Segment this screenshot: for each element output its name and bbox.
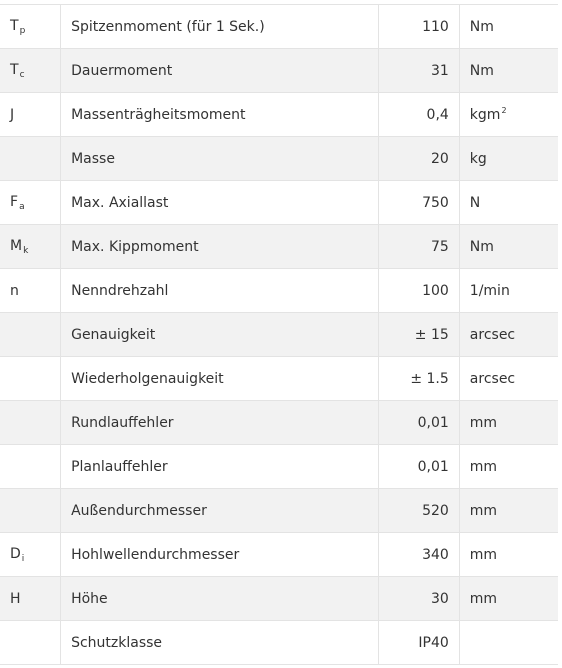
- parameter-name: Wiederholgenauigkeit: [61, 357, 379, 401]
- parameter-unit: Nm: [459, 225, 558, 269]
- table-row: [0, 401, 558, 445]
- symbol-cell: [0, 225, 61, 269]
- symbol-cell: [0, 93, 61, 137]
- parameter-value: 75: [378, 225, 459, 269]
- symbol-subscript: a: [19, 201, 25, 212]
- parameter-name: Genauigkeit: [61, 313, 379, 357]
- parameter-name: Massenträgheitsmoment: [61, 93, 379, 137]
- table-row: [0, 621, 558, 665]
- table-row: [0, 577, 558, 621]
- table-row: [0, 269, 558, 313]
- parameter-value: 31: [378, 49, 459, 93]
- symbol-subscript: i: [21, 553, 25, 564]
- parameter-unit: arcsec: [459, 357, 558, 401]
- parameter-name: Masse: [61, 137, 379, 181]
- parameter-value: 0,4: [378, 93, 459, 137]
- table-row: [0, 181, 558, 225]
- parameter-unit: kg: [459, 137, 558, 181]
- parameter-name: Außendurchmesser: [61, 489, 379, 533]
- symbol: D: [10, 545, 21, 562]
- symbol: F: [10, 193, 19, 210]
- table-row: [0, 489, 558, 533]
- parameter-unit-cell: [459, 93, 558, 137]
- parameter-unit: Nm: [459, 49, 558, 93]
- parameter-unit: arcsec: [459, 313, 558, 357]
- parameter-value: 20: [378, 137, 459, 181]
- parameter-unit: kgm: [469, 107, 501, 123]
- parameter-unit: 1/min: [459, 269, 558, 313]
- symbol: T: [10, 17, 19, 34]
- parameter-name: Spitzenmoment (für 1 Sek.): [61, 5, 379, 49]
- symbol-cell: [0, 313, 61, 357]
- parameter-unit: Nm: [459, 5, 558, 49]
- parameter-name: Planlauffehler: [61, 445, 379, 489]
- parameter-name: Rundlauffehler: [61, 401, 379, 445]
- parameter-name: Max. Kippmoment: [61, 225, 379, 269]
- parameter-unit: mm: [459, 401, 558, 445]
- parameter-name: Max. Axiallast: [61, 181, 379, 225]
- symbol-cell: [0, 49, 61, 93]
- parameter-unit: N: [459, 181, 558, 225]
- symbol: J: [10, 106, 15, 123]
- table-row: [0, 313, 558, 357]
- parameter-value: 30: [378, 577, 459, 621]
- symbol: T: [10, 61, 19, 78]
- parameter-value: ± 15: [378, 313, 459, 357]
- table-row: [0, 5, 558, 49]
- parameter-unit: mm: [459, 533, 558, 577]
- table-row: [0, 357, 558, 401]
- parameter-value: 520: [378, 489, 459, 533]
- parameter-name: Nenndrehzahl: [61, 269, 379, 313]
- parameter-unit: mm: [459, 489, 558, 533]
- parameter-value: 110: [378, 5, 459, 49]
- parameter-value: 340: [378, 533, 459, 577]
- symbol-cell: [0, 621, 61, 665]
- parameter-name: Dauermoment: [61, 49, 379, 93]
- symbol: M: [10, 237, 23, 254]
- symbol-cell: [0, 357, 61, 401]
- parameter-name: Schutzklasse: [61, 621, 379, 665]
- table-row: [0, 225, 558, 269]
- symbol: H: [10, 590, 21, 607]
- table-row: [0, 49, 558, 93]
- parameter-value: 0,01: [378, 445, 459, 489]
- table-row: [0, 445, 558, 489]
- symbol-cell: [0, 5, 61, 49]
- parameter-name: Höhe: [61, 577, 379, 621]
- symbol-subscript: p: [19, 25, 26, 36]
- symbol-cell: [0, 533, 61, 577]
- symbol: n: [10, 282, 19, 299]
- symbol-cell: [0, 137, 61, 181]
- symbol-subscript: k: [23, 245, 29, 256]
- parameter-name: Hohlwellendurchmesser: [61, 533, 379, 577]
- parameter-value: ± 1.5: [378, 357, 459, 401]
- parameter-value: 750: [378, 181, 459, 225]
- symbol-cell: [0, 181, 61, 225]
- symbol-cell: [0, 401, 61, 445]
- symbol-cell: [0, 577, 61, 621]
- parameter-unit: [459, 621, 558, 665]
- symbol-cell: [0, 445, 61, 489]
- parameter-value: 100: [378, 269, 459, 313]
- table-row: [0, 93, 558, 137]
- table-row: [0, 533, 558, 577]
- parameter-value: IP40: [378, 621, 459, 665]
- spec-table-body: [0, 5, 558, 665]
- parameter-unit: mm: [459, 577, 558, 621]
- parameter-unit: mm: [459, 445, 558, 489]
- unit-superscript: 2: [501, 106, 507, 115]
- symbol-cell: [0, 269, 61, 313]
- parameter-value: 0,01: [378, 401, 459, 445]
- table-row: [0, 137, 558, 181]
- symbol-cell: [0, 489, 61, 533]
- spec-table: [0, 4, 558, 665]
- symbol-subscript: c: [19, 69, 25, 80]
